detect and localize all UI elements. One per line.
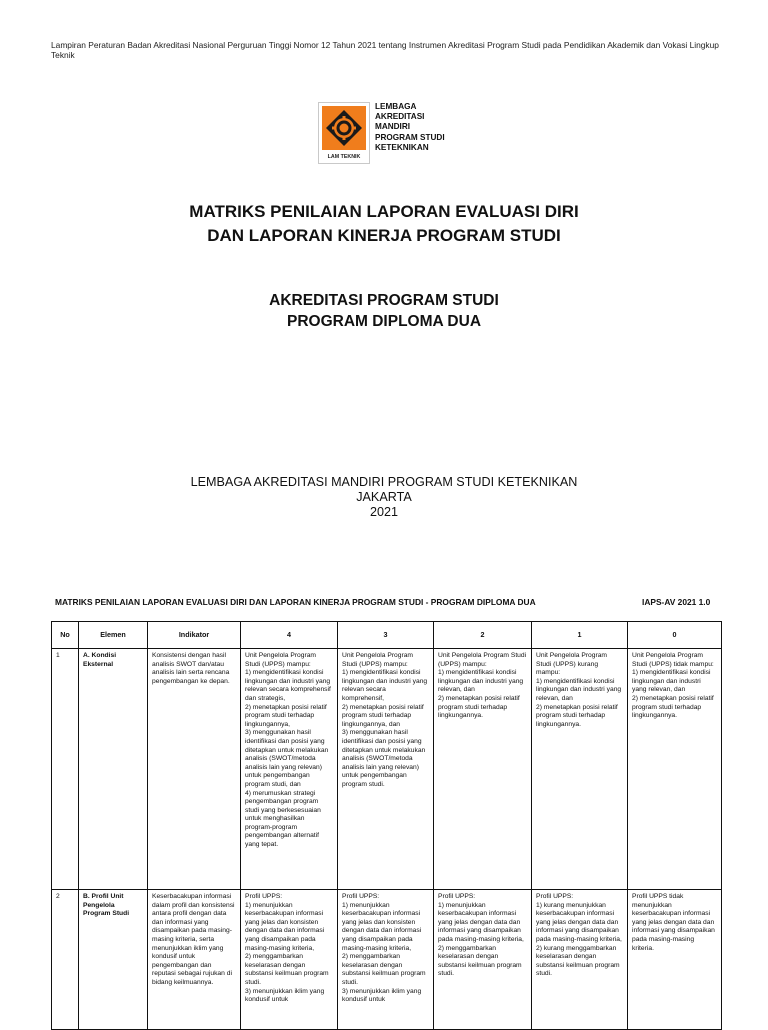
row-score-3: Unit Pengelola Program Studi (UPPS) mampu: 1) mengidentifikasi kondisi lingkungan dan industri yang relevan secara komprehensif, 2) menetapkan posisi relatif program studi terhadap lingkungannya, dan 3) menggunakan hasil identifikasi dan posisi yang ditetapkan untuk melakukan analisis (SWOT/metoda analisis lain yang relevan) untuk pengembangan program studi. (338, 649, 434, 890)
org-line: AKREDITASI (375, 112, 425, 122)
header-indikator: Indikator (148, 622, 241, 649)
row-score-1: Unit Pengelola Program Studi (UPPS) kurang mampu: 1) mengidentifikasi kondisi lingkungan dan industri yang relevan, dan 2) menetapkan posisi relatif program studi terhadap lingkungannya. (532, 649, 628, 890)
document-title-line-1: MATRIKS PENILAIAN LAPORAN EVALUASI DIRI (189, 202, 579, 221)
org-line: KETEKNIKAN (375, 142, 429, 152)
row-score-1: Profil UPPS: 1) kurang menunjukkan keserbacakupan informasi yang jelas dengan data dan informasi yang disampaikan pada masing-masing kriteria, 2) kurang menggambarkan keselarasan dengan substansi keilmuan program studi. (532, 890, 628, 1030)
row-score-0: Profil UPPS tidak menunjukkan keserbacakupan informasi yang jelas dengan data dan informasi yang disampaikan pada masing-masing kriteria. (628, 890, 722, 1030)
header-score-1: 1 (532, 622, 628, 649)
gear-emblem-icon (322, 106, 366, 150)
publisher-city: JAKARTA (356, 490, 412, 504)
row-elemen: A. Kondisi Eksternal (79, 649, 148, 890)
row-no: 2 (52, 890, 79, 1030)
matrix-caption: MATRIKS PENILAIAN LAPORAN EVALUASI DIRI DAN LAPORAN KINERJA PROGRAM STUDI - PROGRAM DIPLOMA DUA (55, 597, 536, 607)
lam-teknik-logo (318, 102, 370, 164)
row-indikator: Keserbacakupan informasi dalam profil dan konsistensi antara profil dengan data dan informasi yang disampaikan pada masing-masing kriteria, serta menunjukkan iklim yang kondusif untuk pengembangan dan reputasi sebagai rujukan di bidang keilmuannya. (148, 890, 241, 1030)
document-title-line-2: DAN LAPORAN KINERJA PROGRAM STUDI (207, 226, 561, 245)
org-line: PROGRAM STUDI (375, 132, 445, 142)
org-line: MANDIRI (375, 122, 411, 132)
row-score-4: Unit Pengelola Program Studi (UPPS) mampu: 1) mengidentifikasi kondisi lingkungan dan industri yang relevan secara komprehensif dan strategis, 2) menetapkan posisi relatif program studi terhadap lingkungannya, 3) menggunakan hasil identifikasi dan posisi yang ditetapkan untuk melakukan analisis (SWOT/metoda analisis lain yang relevan) untuk pengembangan program studi, dan 4) merumuskan strategi pengembangan program studi yang berkesesuaian untuk menghasilkan program-program pengembangan alternatif yang tepat. (241, 649, 338, 890)
header-score-4: 4 (241, 622, 338, 649)
logo-org-name (375, 102, 445, 153)
assessment-matrix-table (51, 621, 722, 1030)
subtitle-line-1: AKREDITASI PROGRAM STUDI (269, 292, 499, 309)
logo-emblem (322, 106, 366, 150)
row-score-2: Unit Pengelola Program Studi (UPPS) mampu: 1) mengidentifikasi kondisi lingkungan dan industri yang relevan, dan 2) menetapkan posisi relatif program studi terhadap lingkungannya. (434, 649, 532, 890)
publisher-year: 2021 (369, 505, 399, 519)
subtitle-line-2: PROGRAM DIPLOMA DUA (286, 313, 482, 330)
row-score-4: Profil UPPS: 1) menunjukkan keserbacakupan informasi yang jelas dan konsisten dengan data dan informasi yang disampaikan pada masing-masing kriteria, 2) menggambarkan keselarasan dengan substansi keilmuan program studi. 3) menunjukkan iklim yang kondusif untuk (241, 890, 338, 1030)
org-line: LEMBAGA (375, 102, 417, 111)
matrix-code: IAPS-AV 2021 1.0 (642, 597, 711, 607)
header-note: Lampiran Peraturan Badan Akreditasi Nasional Perguruan Tinggi Nomor 12 Tahun 2021 tentang Instrumen Akreditasi Program Studi pada Pendidikan Akademik dan Vokasi Lingkup Teknik (51, 40, 719, 60)
row-elemen: B. Profil Unit Pengelola Program Studi (79, 890, 148, 1030)
row-score-3: Profil UPPS: 1) menunjukkan keserbacakupan informasi yang jelas dan konsisten dengan data dan informasi yang disampaikan pada masing-masing kriteria, 2) menggambarkan keselarasan dengan substansi keilmuan program studi. 3) menunjukkan iklim yang kondusif untuk (338, 890, 434, 1030)
logo-caption: LAM TEKNIK (327, 154, 361, 160)
row-no: 1 (52, 649, 79, 890)
header-no: No (52, 622, 79, 649)
row-score-2: Profil UPPS: 1) menunjukkan keserbacakupan informasi yang jelas dengan data dan informasi yang disampaikan pada masing-masing kriteria, 2) menggambarkan keselarasan dengan substansi keilmuan program studi. (434, 890, 532, 1030)
table-header-row (52, 622, 722, 649)
row-score-0: Unit Pengelola Program Studi (UPPS) tidak mampu: 1) mengidentifikasi kondisi lingkungan dan industri yang relevan, dan 2) menetapkan posisi relatif program studi terhadap lingkungannya. (628, 649, 722, 890)
header-score-0: 0 (628, 622, 722, 649)
header-score-3: 3 (338, 622, 434, 649)
table-row (52, 649, 722, 890)
publisher-org: LEMBAGA AKREDITASI MANDIRI PROGRAM STUDI KETEKNIKAN (190, 475, 578, 489)
header-score-2: 2 (434, 622, 532, 649)
row-indikator: Konsistensi dengan hasil analisis SWOT dan/atau analisis lain serta rencana pengembangan ke depan. (148, 649, 241, 890)
table-row (52, 890, 722, 1030)
header-elemen: Elemen (79, 622, 148, 649)
